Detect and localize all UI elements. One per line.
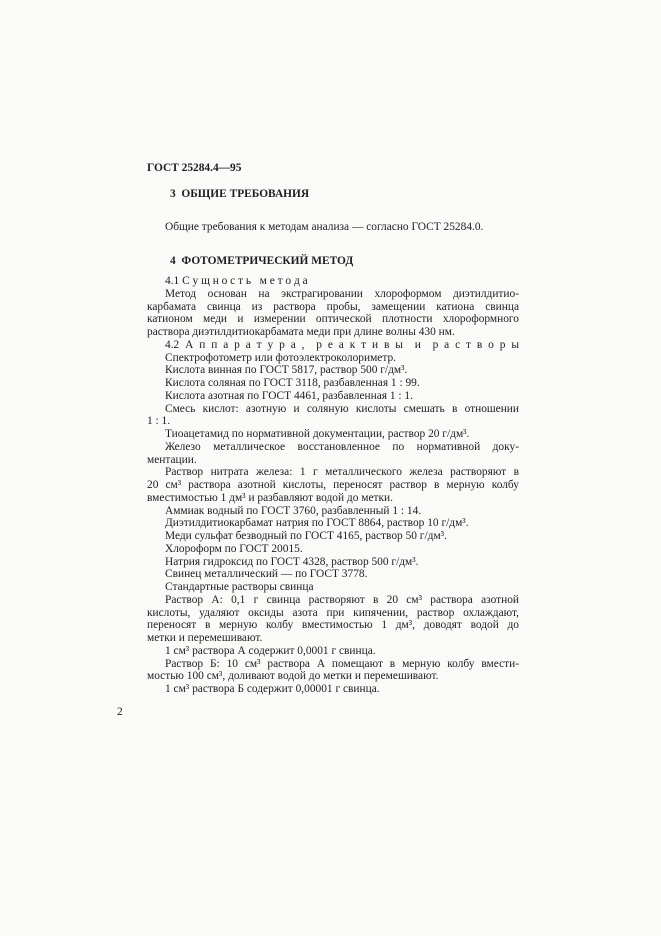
paragraph-line: Натрия гидроксид по ГОСТ 4328, раствор 500 г/дм³. [165, 555, 419, 568]
paragraph-line: вместимостью 1 дм³ и разбавляют водой до метки. [147, 491, 393, 504]
paragraph-line: Раствор Б: 10 см³ раствора А помещают в мерную колбу вмести- [165, 657, 519, 670]
paragraph-line: Меди сульфат безводный по ГОСТ 4165, раствор 50 г/дм³. [165, 530, 447, 542]
paragraph-line: мостью 100 см³, доливают водой до метки и перемешивают. [147, 670, 439, 683]
paragraph-line: карбамата свинца из раствора пробы, замещении катиона свинца [147, 300, 519, 313]
paragraph-line: кислоты, удаляют оксиды азота при кипячении, раствор охлаждают, [147, 606, 519, 619]
doc-number-header: ГОСТ 25284.4—95 [147, 162, 242, 174]
paragraph-line: Хлороформ по ГОСТ 20015. [165, 542, 303, 555]
paragraph-line: катионом меди и измерении оптической плотности хлороформного [147, 313, 519, 326]
paragraph-line: Раствор А: 0,1 г свинца растворяют в 20 см³ раствора азотной [165, 593, 519, 606]
paragraph-line: Метод основан на экстрагировании хлороформом диэтилдитио- [165, 287, 519, 300]
section-4-heading: 4 ФОТОМЕТРИЧЕСКИЙ МЕТОД [170, 255, 354, 268]
paragraph-line: Раствор нитрата железа: 1 г металлического железа растворяют в [165, 466, 519, 479]
paragraph-line: Аммиак водный по ГОСТ 3760, разбавленный 1 : 14. [165, 504, 422, 517]
paragraph-line: переносят в мерную колбу вместимостью 1 дм³, доводят водой до [147, 619, 519, 632]
paragraph-line: Стандартные растворы свинца [165, 581, 314, 593]
paragraph-line: Диэтилдитиокарбамат натрия по ГОСТ 8864, раствор 10 г/дм³. [165, 517, 469, 530]
paragraph-line: Кислота соляная по ГОСТ 3118, разбавленная 1 : 99. [165, 377, 420, 389]
paragraph-line: раствора диэтилдитиокарбамата меди при длине волны 430 нм. [147, 326, 455, 338]
subsection-4-2-heading: 4.2 А п п а р а т у р а , р е а к т и в ы и р а с т в о р ы [165, 338, 519, 351]
subsection-4-1-heading: 4.1 С у щ н о с т ь м е т о д а [165, 275, 308, 287]
paragraph-line: 1 см³ раствора Б содержит 0,00001 г свинца. [165, 683, 380, 695]
paragraph-line: ментации. [147, 453, 197, 466]
paragraph-line: 1 : 1. [147, 415, 171, 428]
paragraph-line: 20 см³ раствора азотной кислоты, переносят раствор в мерную колбу [147, 479, 519, 491]
paragraph-line: Кислота азотная по ГОСТ 4461, разбавленная 1 : 1. [165, 389, 413, 402]
section-3-heading: 3 ОБЩИЕ ТРЕБОВАНИЯ [170, 187, 310, 200]
page-number: 2 [117, 706, 123, 718]
paragraph-line: Свинец металлический — по ГОСТ 3778. [165, 568, 368, 581]
paragraph-line: Общие требования к методам анализа — согласно ГОСТ 25284.0. [165, 220, 484, 233]
paragraph-line: метки и перемешивают. [147, 632, 263, 644]
paragraph-line: Железо металлическое восстановленное по нормативной доку- [165, 440, 519, 453]
document-lines [147, 162, 519, 696]
paragraph-line: Смесь кислот: азотную и соляную кислоты смешать в отношении [165, 402, 519, 415]
paragraph-line: Кислота винная по ГОСТ 5817, раствор 500 г/дм³. [165, 364, 408, 377]
paragraph-line: Спектрофотометр или фотоэлектроколориметр. [165, 351, 397, 364]
paragraph-line: 1 см³ раствора А содержит 0,0001 г свинца. [165, 644, 376, 657]
paragraph-line: Тиоацетамид по нормативной документации, раствор 20 г/дм³. [165, 428, 470, 440]
